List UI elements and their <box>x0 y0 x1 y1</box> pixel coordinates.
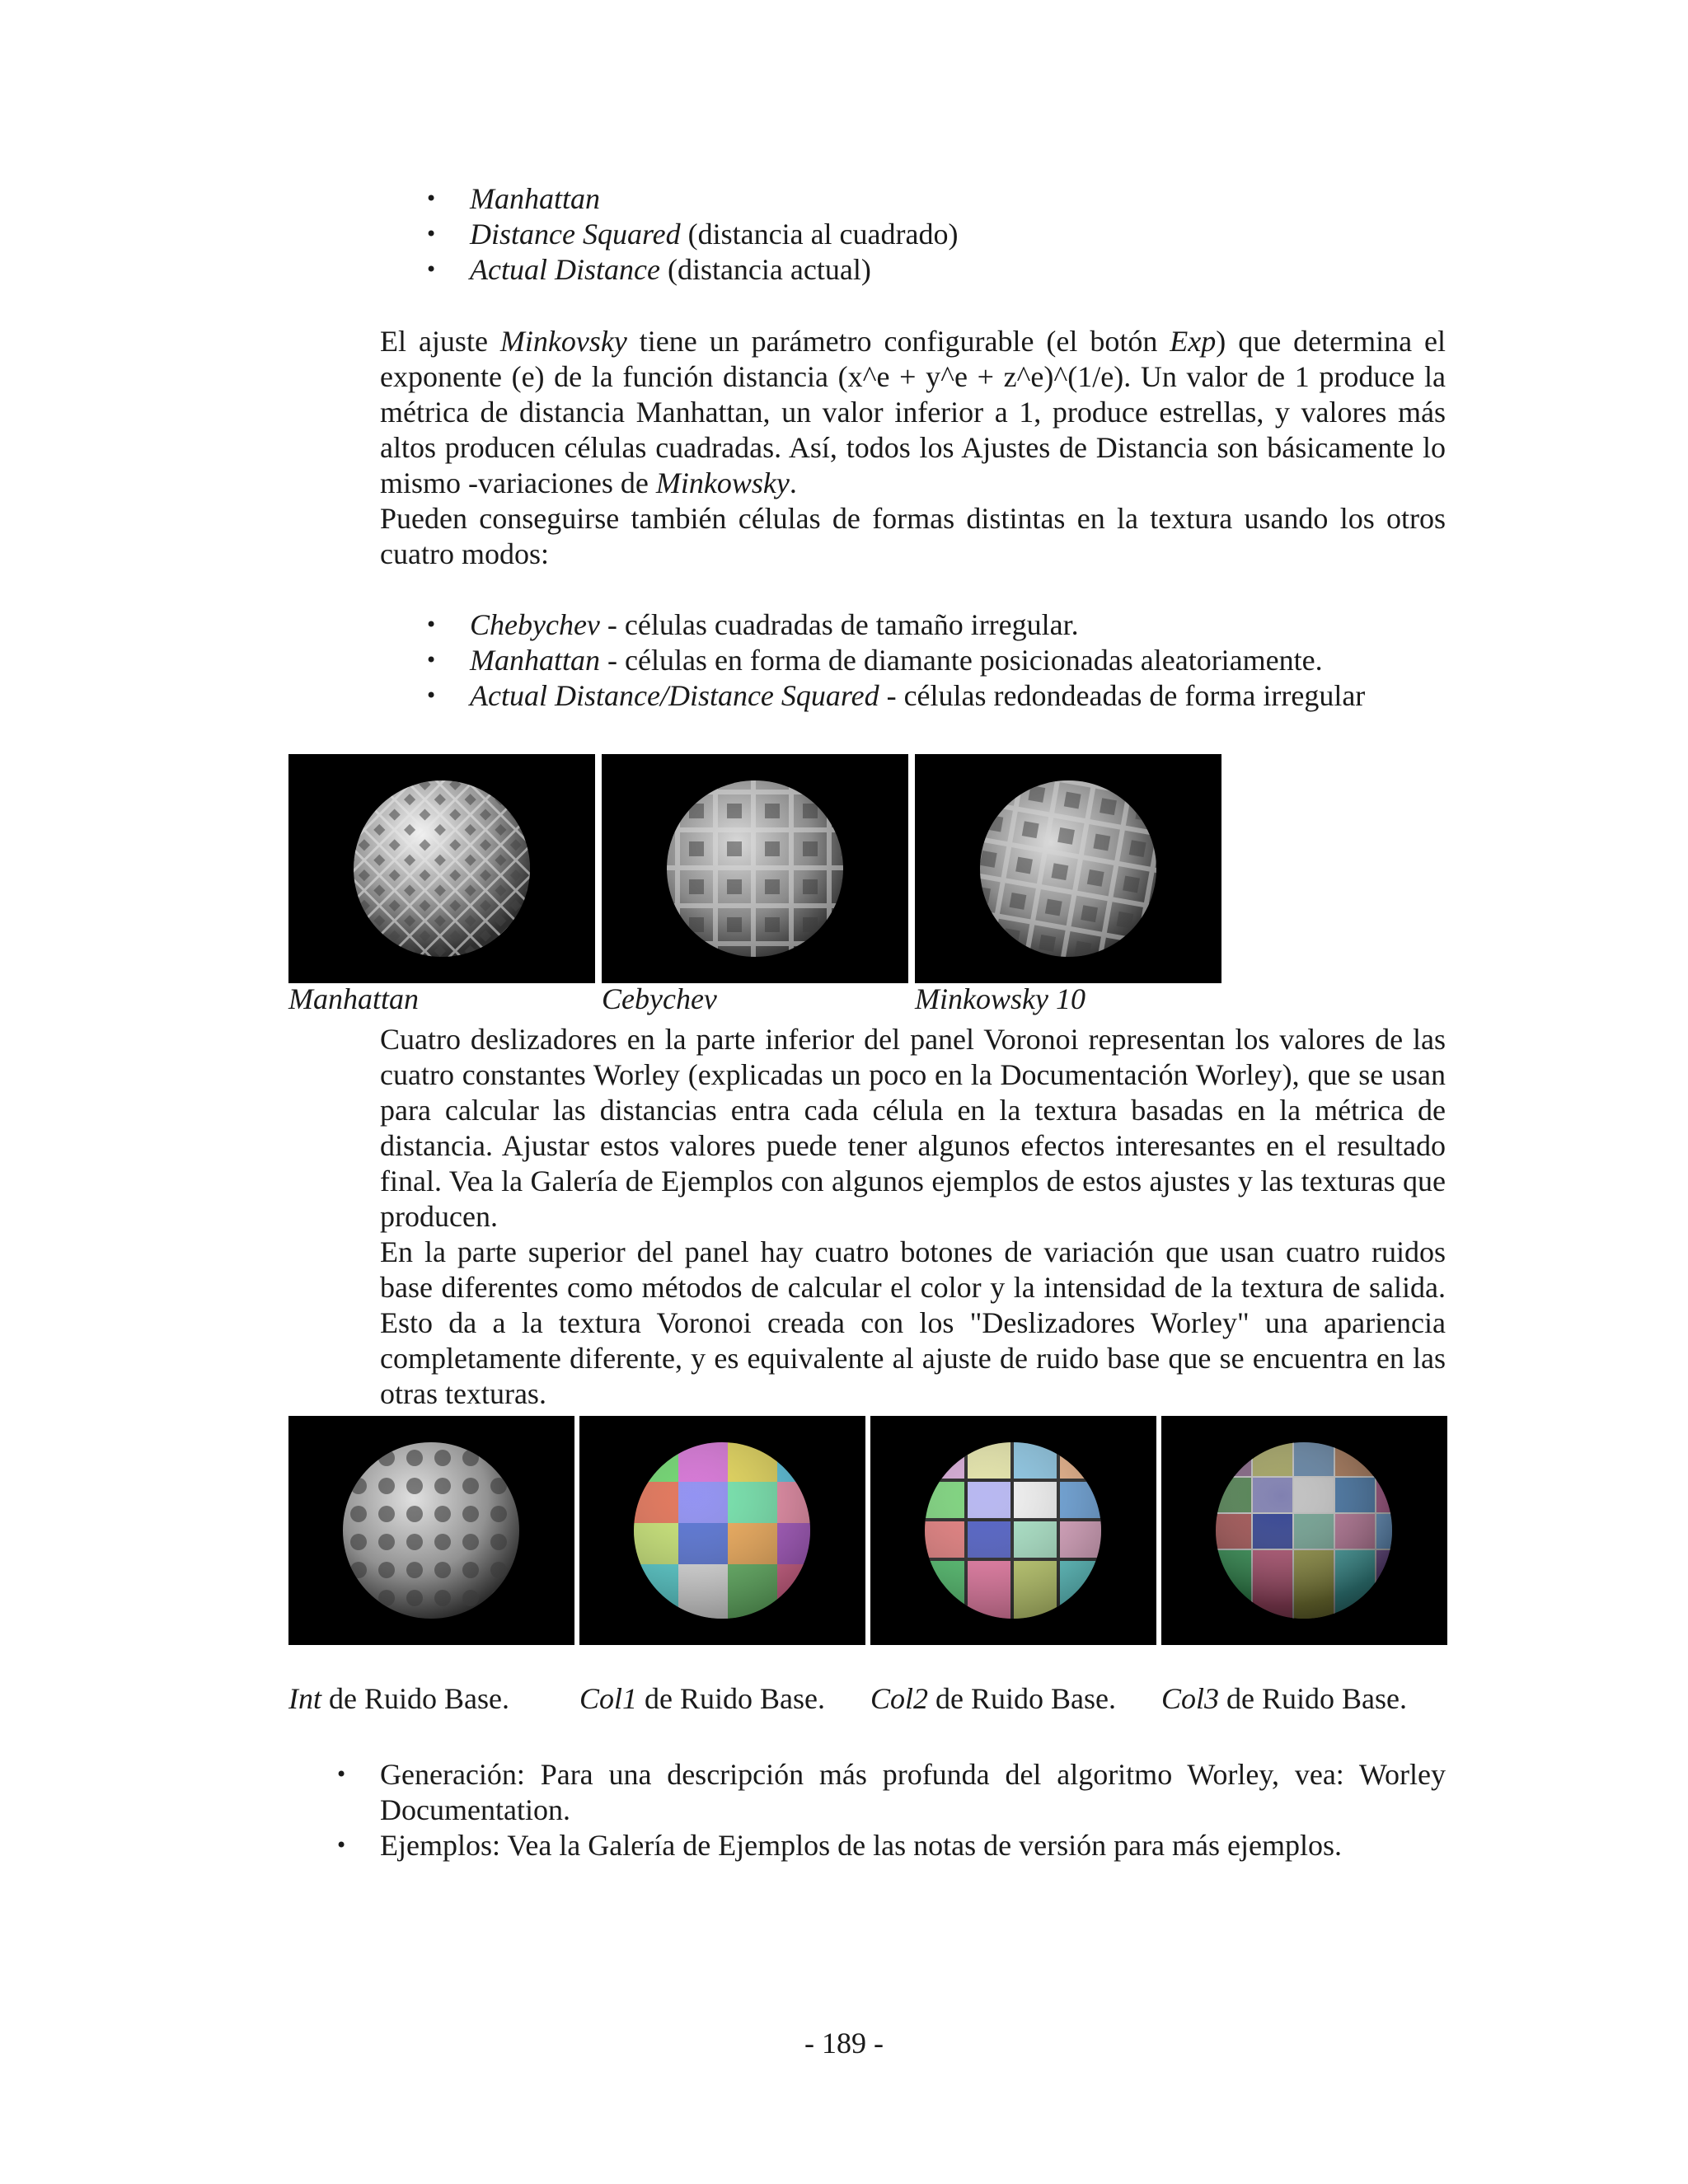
figure-caption: Cebychev <box>602 982 717 1015</box>
variation-buttons-paragraph: En la parte superior del panel hay cuatro botones de variación que usan cuatro ruidos base diferentes como métodos de calcular el color y la intensidad de la textura de salida. Esto da a la textura Voronoi creada con los "Deslizadores Worley" una apariencia completamente diferente, y es equivalente al ajuste de ruido base que se encuentra en las otras texturas. <box>380 1235 1446 1410</box>
list-item: • Actual Distance (distancia actual) <box>470 252 1541 288</box>
list-item: • Manhattan <box>470 181 1541 217</box>
generation-list <box>380 1757 1446 1863</box>
manhattan-sphere-image <box>288 754 595 983</box>
list-item: • Actual Distance/Distance Squared - células redondeadas de forma irregular <box>470 678 1541 714</box>
chebychev-sphere-image <box>602 754 908 983</box>
list-item: • Distance Squared (distancia al cuadrado) <box>470 217 1541 252</box>
modes-paragraph: Pueden conseguirse también células de formas distintas en la textura usando los otros cuatro modos: <box>380 502 1446 570</box>
int-noise-sphere-image <box>288 1416 574 1645</box>
list-item: • Chebychev - células cuadradas de tamaño irregular. <box>470 607 1541 643</box>
col2-noise-sphere-image <box>870 1416 1156 1645</box>
figure-caption: Minkowsky 10 <box>915 982 1085 1015</box>
list-item: • Manhattan - células en forma de diamante posicionadas aleatoriamente. <box>470 643 1541 678</box>
minkovsky-paragraph: El ajuste Minkovsky tiene un parámetro configurable (el botón Exp) que determina el exponente (e) de la función distancia (x^e + y^e + z^e)^(1/e). Un valor de 1 produce la métrica de distancia Manhattan, un valor inferior a 1, produce estrellas, y valores más altos producen células cuadradas. Así, todos los Ajustes de Distancia son básicamente lo mismo -variaciones de Minkowsky. Pueden conseguirse también células de formas distintas en la textura usando los otros cuatro modos: <box>380 325 1446 570</box>
col3-noise-sphere-image <box>1161 1416 1447 1645</box>
page-number: - 189 - <box>804 2027 884 2060</box>
minkowsky-sphere-image <box>915 754 1221 983</box>
figure-caption: Col2 de Ruido Base. <box>870 1682 1116 1715</box>
list-item: • Ejemplos: Vea la Galería de Ejemplos de las notas de versión para más ejemplos. <box>380 1828 1446 1863</box>
modes-list <box>470 607 1541 714</box>
col1-noise-sphere-image <box>579 1416 865 1645</box>
list-item: • Generación: Para una descripción más profunda del algoritmo Worley, vea: Worley Documentation. <box>380 1757 1446 1828</box>
figure-caption: Col3 de Ruido Base. <box>1161 1682 1407 1715</box>
figure-caption: Int de Ruido Base. <box>288 1682 509 1715</box>
figure-caption: Manhattan <box>288 982 419 1015</box>
worley-sliders-paragraph: Cuatro deslizadores en la parte inferior del panel Voronoi representan los valores de las cuatro constantes Worley (explicadas un poco en la Documentación Worley), que se usan para calcular las distancias entra cada célula en la textura basadas en la métrica de distancia. Ajustar estos valores puede tener algunos efectos interesantes en el resultado final. Vea la Galería de Ejemplos con algunos ejemplos de estos ajustes y las texturas que producen. En la parte superior del panel hay cuatro botones de variación que usan cuatro ruidos base diferentes como métodos de calcular el color y la intensidad de la textura de salida. Esto da a la textura Voronoi creada con los "Deslizadores Worley" una apariencia completamente diferente, y es equivalente al ajuste de ruido base que se encuentra en las otras texturas. <box>380 1023 1446 1410</box>
distance-list <box>470 181 1541 288</box>
figure-caption: Col1 de Ruido Base. <box>579 1682 825 1715</box>
